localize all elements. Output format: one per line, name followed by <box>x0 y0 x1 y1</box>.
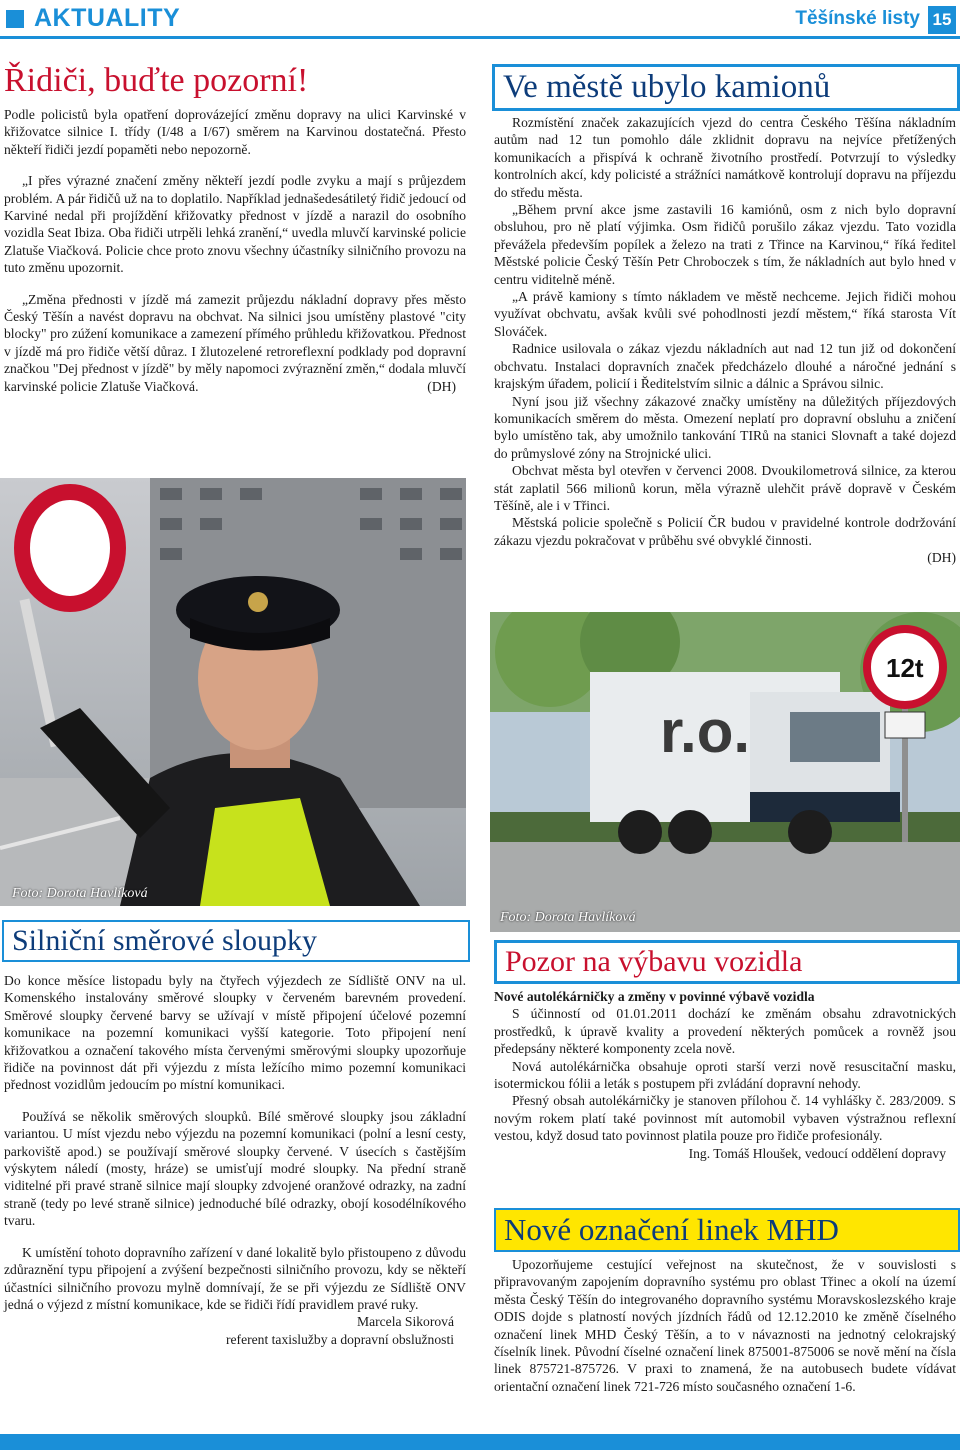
article2-p5: Nyní jsou již všechny zákazové značky umístěny na důležitých příjezdových komunikacích směrem do města. Omezení neplatí pro dopravní obsluhu a zničení bylo umístěno tak, aby umožnilo tankování TIRů na stanici Slovnaft a také dojezd do průmyslové zóny na Strojnické ulici. <box>494 393 956 461</box>
article2-signature: (DH) <box>927 550 956 566</box>
header-rule <box>0 36 960 39</box>
article5-body <box>494 1256 956 1395</box>
article4-p3: Přesný obsah autolékárničky je stanoven přílohou č. 14 vyhlášky č. 283/2009. S novým rokem platí také povinnost mít automobil vybaven výstražnou reflexní vestou, když dosud tato povinnost platila pouze pro řidiče profesionály. <box>494 1093 956 1144</box>
truck-photo <box>490 612 960 932</box>
article4-signature: Ing. Tomáš Hloušek, vedoucí oddělení dopravy <box>688 1145 946 1161</box>
article2-p6: Obchvat města byl otevřen v červenci 2008. Dvoukilometrová silnice, za kterou stát zaplatil 566 milionů korun, měla výrazně ulehčit právě dopravě v Českém Těšíně, ale i v Třinci. <box>494 463 956 513</box>
page-header <box>0 0 960 42</box>
policeman-photo <box>0 478 466 906</box>
article2-title: Ve městě ubylo kamionů <box>503 69 831 105</box>
page-number: 15 <box>928 6 956 34</box>
article2-p7: Městská policie společně s Policií ČR budou v pravidelné kontrole dodržování zákazu vjezdu pokračovat v průběhu své obvyklé činnosti. <box>494 515 956 548</box>
article4-title-box <box>494 940 960 984</box>
article2-title-box <box>492 64 960 111</box>
article3-signature-role: referent taxislužby a dopravní obslužnosti <box>225 1331 454 1347</box>
article4-p2: Nová autolékárnička obsahuje oproti starší verzi nově resuscitační masku, isotermickou fólii a leták s postupem při zvládání dopravní nehody. <box>494 1058 956 1092</box>
article3-p2: Používá se několik směrových sloupků. Bílé směrové sloupky jsou základní variantou. U míst vjezdu nebo výjezdu na pozemní komunikaci (polní a lesní cesty, parkoviště apod.) se používají směrové sloupky červené. V úsecích s častějším výskytem náledí (mosty, hráze) se umisťují modré sloupky. Na přední straně viditelné při pravé straně silnice mají sloupky zdvojené oranžové odrazky, na zadní straně (tedy po levé straně silnice) jednoduché bílé odrazky, obojí kosodélníkového tvaru. <box>4 1108 466 1229</box>
article2-p2: „Během první akce jsme zastavili 16 kamiónů, osm z nich bylo dopravní obsluhou, pro ně platí výjimka. Osm řidičů porušilo zákaz vjezdu. Tato vozidla převážela především popílek a železo na trati z Třince na Karvinou,“ říká ředitel Městské policie Český Těšín Petr Chroboczek s tím, že nákladních aut bylo hned v centru viditelně méně. <box>494 202 956 287</box>
photo1-caption: Foto: Dorota Havlíková <box>12 886 148 901</box>
article2-body <box>494 114 956 567</box>
article1-p3: „Změna přednosti v jízdě má zamezit průjezdu nákladní dopravy přes město Český Těšín a navést dopravu na obchvat. Na silnici jsou umístěny plastové "city blocky" pro zúžení komunikace a zamezení přímého průhledu křižovatkou. Přednost v jízdě má pro řidiče větší důraz. I žlutozelené retroreflexní podklady pod dopravní značkou "Dej přednost v jízdě" by měly napomoci zvýraznění změn,“ dodala mluvčí karvinské policie Zlatuše Viačková. <box>4 291 466 394</box>
section-title: AKTUALITY <box>34 4 181 32</box>
article2-p3: „A právě kamiony s tímto nákladem ve městě nechceme. Jejich řidiči mohou využívat obchvatu, avšak kvůli své pohodlnosti jezdí městem,“ říká starosta Vít Slováček. <box>494 289 956 339</box>
article1-p2: „I přes výrazné značení změny někteří jezdí podle zvyku a mají s průjezdem problém. A pár řidičů už na to doplatilo. Například jednašedesátiletý řidič jedoucí od Karviné nedal při projíždění křižovatky přednost v jízdě a narazil do osobního vozidla Seat Ibiza. Oba řidiči utrpěli lehká zranění,“ uvedla mluvčí karvinské policie Zlatuše Viačková. Policie chce proto znovu všechny účastníky silničního provozu na tuto změnu upozornit. <box>4 173 466 276</box>
article1-signature: (DH) <box>427 379 456 395</box>
sign-weight-text: 12t <box>886 653 924 683</box>
article4-title: Pozor na výbavu vozidla <box>505 945 803 978</box>
section-marker-icon <box>6 10 24 28</box>
photo2-caption: Foto: Dorota Havlíková <box>500 910 636 925</box>
article3-title: Silniční směrové sloupky <box>12 924 317 957</box>
truck-illustration <box>490 612 960 932</box>
article2-p4: Radnice usilovala o zákaz vjezdu nákladních aut nad 12 tun již od dokončení obchvatu. Instalaci dopravních značek předcházelo dlouhé a náročné jednání s krajským úřadem, policií i Ředitelstvím silnic a dálnic a Správou silnic. <box>494 341 956 392</box>
article3-p1: Do konce měsíce listopadu byly na čtyřech výjezdech ze Sídliště ONV na ul. Komenského instalovány směrové sloupky v červeném barevném provedení. Směrové sloupky červené barvy se užívají v místě připojení účelové pozemní komunikace na pozemní komunikaci vyšší kategorie. Toto připojení není křižovatkou a označení takového místa červenými směrovými sloupky upozorňuje řidiče na povinnost dát při výjezdu z místa ležícího mimo pozemní komunikaci přednost vozidlům jedoucím po místní komunikaci. <box>4 973 466 1093</box>
magazine-title: Těšínské listy <box>795 8 920 29</box>
policeman-illustration <box>0 478 466 906</box>
article4-subtitle: Nové autolékárničky a změny v povinné výbavě vozidla <box>494 989 815 1004</box>
article1-body <box>4 106 466 396</box>
article5-title: Nové označení linek MHD <box>504 1212 839 1247</box>
article3-title-box <box>2 920 470 962</box>
article4-p1: S účinností od 01.01.2011 dochází ke změnám obsahu zdravotnických prostředků, k úpravě kvality a provedení některých pomůcek a rovněž jsou předepsány některé komponenty zcela nově. <box>494 1006 956 1057</box>
article3-signature-name: Marcela Sikorová <box>356 1314 454 1330</box>
truck-logo-text: r.o. <box>660 698 751 765</box>
article2-p1: Rozmístění značek zakazujících vjezd do centra Českého Těšína nákladním autům nad 12 tun pomohlo dále zklidnit dopravu na nejvíce přetížených komunikacích a přispívá k ochraně životního prostředí. Potvrzují to výsledky kontrolních akcí, kdy policisté a strážníci namátkově kontrolují dopravu na příjezdu do středu města. <box>494 115 956 200</box>
article1-p1: Podle policistů byla opatření doprovázející změnu dopravy na ulici Karvinské v křižovatce silnice I. třídy (I/48 a I/67) směrem na Karvinou dostatečná. Přesto někteří řidiči jezdí popaměti nebo nepozorně. <box>4 107 466 157</box>
article5-title-box <box>494 1208 960 1252</box>
article3-body <box>4 972 466 1348</box>
article3-p3: K umístění tohoto dopravního zařízení v dané lokalitě bylo přistoupeno z důvodu zdůraznění typu připojení a zvýšení bezpečnosti silničního provozu, kdy se někteří účastníci silničního provozu mylně domnívají, že se při výjezdu ze Sídliště ONV jedná o výjezd z místní komunikace, kde se řidiči řídí pravidlem pravé ruky. <box>4 1244 466 1312</box>
page-footer-bar <box>0 1434 960 1450</box>
article1-title: Řidiči, buďte pozorní! <box>4 62 309 99</box>
article4-body <box>494 988 956 1162</box>
article5-p1: Upozorňujeme cestující veřejnost na skutečnost, že v souvislosti s připravovaným zapojením dopravního systému pro oblast Třinec a okolí na území města Český Těšín do integrovaného dopravního systému Moravskoslezského kraje ODIS dojde s platností nových jízdních řádů od 12.12.2010 ke změně číselného označení linek MHD Český Těšín, a to v návaznosti na jednotný celokrajský číselník linek. Původní číselné označení linek 875001-875006 se nově mění na čísla linek 875721-875726. V praxi to znamená, že na autobusech budete vídávat orientační označení linek 721-726 místo současného označení 1-6. <box>494 1257 956 1394</box>
